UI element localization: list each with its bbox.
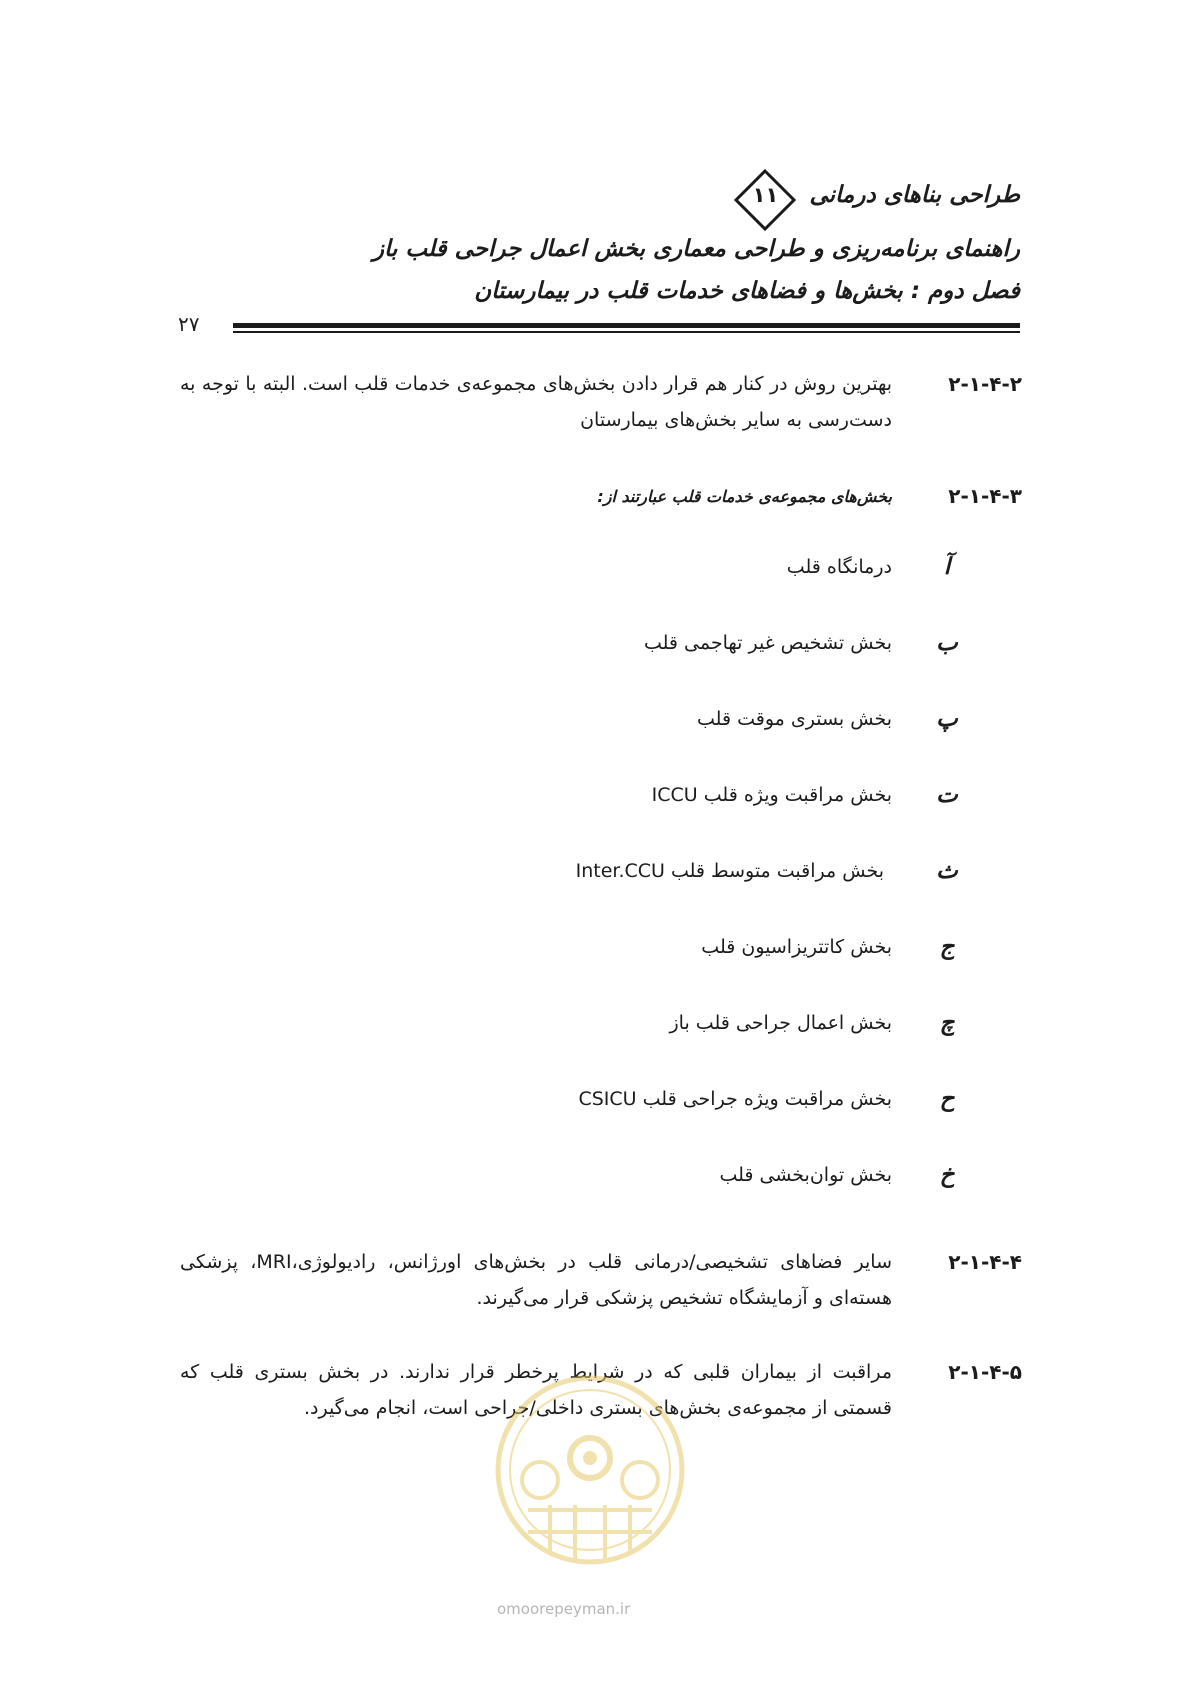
list-item: بخش تشخیص غیر تهاجمی قلب: [643, 632, 892, 654]
watermark-url: omoorepeyman.ir: [497, 1600, 631, 1618]
section-heading: بخش‌های مجموعه‌ی خدمات قلب عبارتند از:: [597, 487, 892, 506]
list-item-letter: ب: [936, 630, 958, 656]
series-title-text: طراحی بناهای درمانی: [809, 182, 1020, 208]
list-item-letter: آ: [943, 554, 951, 580]
section-paragraph: بهترین روش در کنار هم قرار دادن بخش‌های مجموعه‌ی خدمات قلب است. البته با توجه به دست‌رسی به سایر بخش‌های بیمارستان: [180, 373, 892, 431]
section-number: ۲-۱-۴-۵: [948, 1360, 1022, 1384]
list-item: بخش مراقبت ویژه قلب ICCU: [651, 784, 892, 806]
chapter-title: فصل دوم : بخش‌ها و فضاهای خدمات قلب در بیمارستان: [474, 278, 1020, 304]
list-item: بخش بستری موقت قلب: [697, 708, 892, 730]
list-item: بخش اعمال جراحی قلب باز: [669, 1012, 892, 1034]
list-item: بخش کاتتریزاسیون قلب: [701, 936, 892, 958]
list-item-letter: ت: [936, 782, 958, 808]
list-item-letter: ج: [939, 934, 955, 960]
list-item: درمانگاه قلب: [786, 556, 892, 578]
page-number: ۲۷: [178, 312, 200, 336]
header-rule-thin: [233, 331, 1020, 333]
list-item-letter: ث: [936, 858, 958, 884]
header-rule-thick: [233, 323, 1020, 328]
list-item: بخش مراقبت متوسط قلب Inter.CCU: [575, 860, 884, 882]
series-number-badge: [733, 168, 797, 232]
watermark-logo: [490, 1360, 690, 1590]
series-title: [752, 182, 1020, 208]
section-paragraph: مراقبت از بیماران قلبی که در شرایط پرخطر قرار ندارند. در بخش بستری قلب که قسمتی از مجموعه‌ی بخش‌های بستری داخلی/جراحی است، انجام می‌گیرد.: [180, 1361, 892, 1419]
list-item-letter: خ: [939, 1162, 955, 1188]
section-number: ۲-۱-۴-۴: [948, 1250, 1022, 1274]
series-number: ۱۱: [752, 183, 779, 207]
section-paragraph: سایر فضاهای تشخیصی/درمانی قلب در بخش‌های اورژانس، رادیولوژی،MRI، پزشکی هسته‌ای و آزمایشگاه تشخیص پزشکی قرار می‌گیرند.: [180, 1251, 892, 1309]
section-number: ۲-۱-۴-۲: [948, 372, 1022, 396]
book-title: راهنمای برنامه‌ریزی و طراحی معماری بخش اعمال جراحی قلب باز: [372, 236, 1020, 262]
list-item-letter: پ: [936, 706, 958, 732]
list-item: بخش توان‌بخشی قلب: [719, 1164, 892, 1186]
list-item-letter: ح: [939, 1086, 955, 1112]
list-item-letter: چ: [939, 1010, 955, 1036]
section-number: ۲-۱-۴-۳: [948, 484, 1022, 508]
list-item: بخش مراقبت ویژه جراحی قلب CSICU: [578, 1088, 892, 1110]
